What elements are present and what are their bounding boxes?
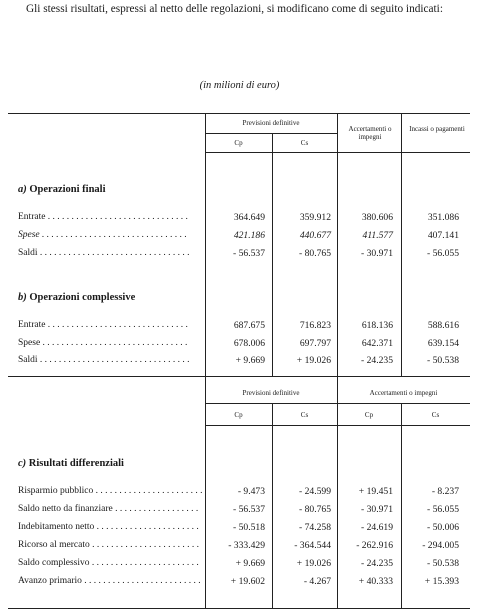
cell: + 19.026	[296, 355, 331, 366]
hdr2-cp-1: Cp	[234, 411, 243, 419]
hdr2-bottom-line	[205, 425, 470, 426]
cell: - 24.599	[299, 486, 331, 497]
intro-paragraph: Gli stessi risultati, espressi al netto delle regolazioni, si modificano come di seguito indicati:	[26, 3, 443, 15]
cell: - 56.055	[427, 504, 459, 515]
cell: 697.797	[299, 338, 331, 349]
cell: - 56.537	[233, 504, 265, 515]
cell: 407.141	[427, 230, 459, 241]
unit-caption: (in milioni di euro)	[199, 80, 280, 91]
row-label: Saldo netto da finanziare . . . . . . . . . . . . . . . . . .	[18, 504, 199, 514]
section-c-title	[18, 458, 124, 469]
row-label: Avanzo primario . . . . . . . . . . . . . . . . . . . . . . . . .	[18, 576, 201, 586]
col-line-4b	[401, 403, 402, 608]
cell: - 262.916	[356, 540, 393, 551]
section-a-letter: a)	[18, 184, 27, 195]
cell: - 50.538	[427, 558, 459, 569]
cell: - 56.537	[233, 248, 265, 259]
cell: - 8.237	[431, 486, 459, 497]
cell: - 74.258	[299, 522, 331, 533]
row-label: Ricorso al mercato . . . . . . . . . . . . . . . . . . . . . . .	[18, 540, 200, 550]
cell: + 9.669	[235, 558, 265, 569]
cell: 687.675	[233, 320, 265, 331]
cell: - 24.235	[361, 558, 393, 569]
section-b-title	[18, 292, 135, 303]
row-label: Indebitamento netto . . . . . . . . . . . . . . . . . . . . . .	[18, 522, 199, 532]
cell: - 9.473	[237, 486, 265, 497]
hdr-cp: Cp	[234, 139, 243, 147]
cell: 351.086	[427, 212, 459, 223]
section-b-text: Operazioni complessive	[29, 292, 136, 303]
hdr2-sub-line	[205, 403, 470, 404]
hdr-previsioni: Previsioni definitive	[242, 119, 300, 127]
row-label: Risparmio pubblico . . . . . . . . . . . . . . . . . . . . . . .	[18, 486, 202, 496]
row-label: Saldi . . . . . . . . . . . . . . . . . . . . . . . . . . . . . . . .	[18, 248, 190, 258]
table-bottom-rule	[8, 608, 470, 609]
cell: + 19.026	[296, 558, 331, 569]
hdr2-cs-1: Cs	[300, 411, 309, 419]
cell: 411.577	[362, 230, 393, 241]
hdr2-accertamenti: Accertamenti o impegni	[369, 389, 438, 397]
cell: + 19.602	[230, 576, 265, 587]
section-a-title	[18, 184, 106, 195]
cell: + 19.451	[358, 486, 393, 497]
row-label: Spese . . . . . . . . . . . . . . . . . . . . . . . . . . . . . . .	[18, 230, 187, 240]
cell: + 15.393	[424, 576, 459, 587]
cell: - 80.765	[299, 248, 331, 259]
cell: - 24.235	[361, 355, 393, 366]
cell: - 56.055	[427, 248, 459, 259]
cell: 642.371	[361, 338, 393, 349]
hdr-bottom-line	[205, 152, 470, 153]
cell: 639.154	[427, 338, 459, 349]
cell: - 333.429	[228, 540, 265, 551]
section-c-text: Risultati differenziali	[28, 458, 124, 469]
cell: - 50.006	[427, 522, 459, 533]
row-label: Spese . . . . . . . . . . . . . . . . . . . . . . . . . . . . . . .	[18, 338, 188, 348]
cell: - 364.544	[294, 540, 331, 551]
row-label: Entrate . . . . . . . . . . . . . . . . . . . . . . . . . . . . . .	[18, 320, 188, 330]
hdr2-previsioni: Previsioni definitive	[242, 389, 300, 397]
cell: - 4.267	[303, 576, 331, 587]
hdr-incassi: Incassi o pagamenti	[409, 125, 465, 133]
hdr-sub-line	[205, 133, 337, 134]
cell: 364.649	[233, 212, 265, 223]
col-line-2	[272, 133, 273, 376]
cell: 678.006	[233, 338, 265, 349]
row-label: Saldo complessivo . . . . . . . . . . . . . . . . . . . . . . .	[18, 558, 199, 568]
cell: - 80.765	[299, 504, 331, 515]
cell: - 30.971	[361, 248, 393, 259]
section-c-letter: c)	[18, 458, 27, 469]
cell: 588.616	[427, 320, 459, 331]
hdr-accertamenti: Accertamenti o impegni	[348, 125, 392, 141]
cell: 359.912	[299, 212, 331, 223]
table-mid-rule	[8, 376, 470, 377]
cell: - 294.005	[422, 540, 459, 551]
cell: - 24.619	[361, 522, 393, 533]
hdr2-cp-2: Cp	[364, 411, 374, 419]
cell: 618.136	[361, 320, 393, 331]
row-label: Entrate . . . . . . . . . . . . . . . . . . . . . . . . . . . . . .	[18, 212, 188, 222]
cell: 716.823	[299, 320, 331, 331]
cell: 440.677	[299, 230, 331, 241]
section-b-letter: b)	[18, 292, 27, 303]
row-label: Saldi . . . . . . . . . . . . . . . . . . . . . . . . . . . . . . . .	[18, 355, 190, 365]
col-line-2b	[272, 403, 273, 608]
cell: - 30.971	[361, 504, 393, 515]
hdr2-cs-2: Cs	[431, 411, 440, 419]
cell: 421.186	[233, 230, 265, 241]
hdr-cs: Cs	[300, 139, 309, 147]
cell: 380.606	[361, 212, 393, 223]
cell: + 40.333	[358, 576, 393, 587]
cell: + 9.669	[235, 355, 265, 366]
cell: - 50.518	[233, 522, 265, 533]
cell: - 50.538	[427, 355, 459, 366]
section-a-text: Operazioni finali	[29, 184, 106, 195]
